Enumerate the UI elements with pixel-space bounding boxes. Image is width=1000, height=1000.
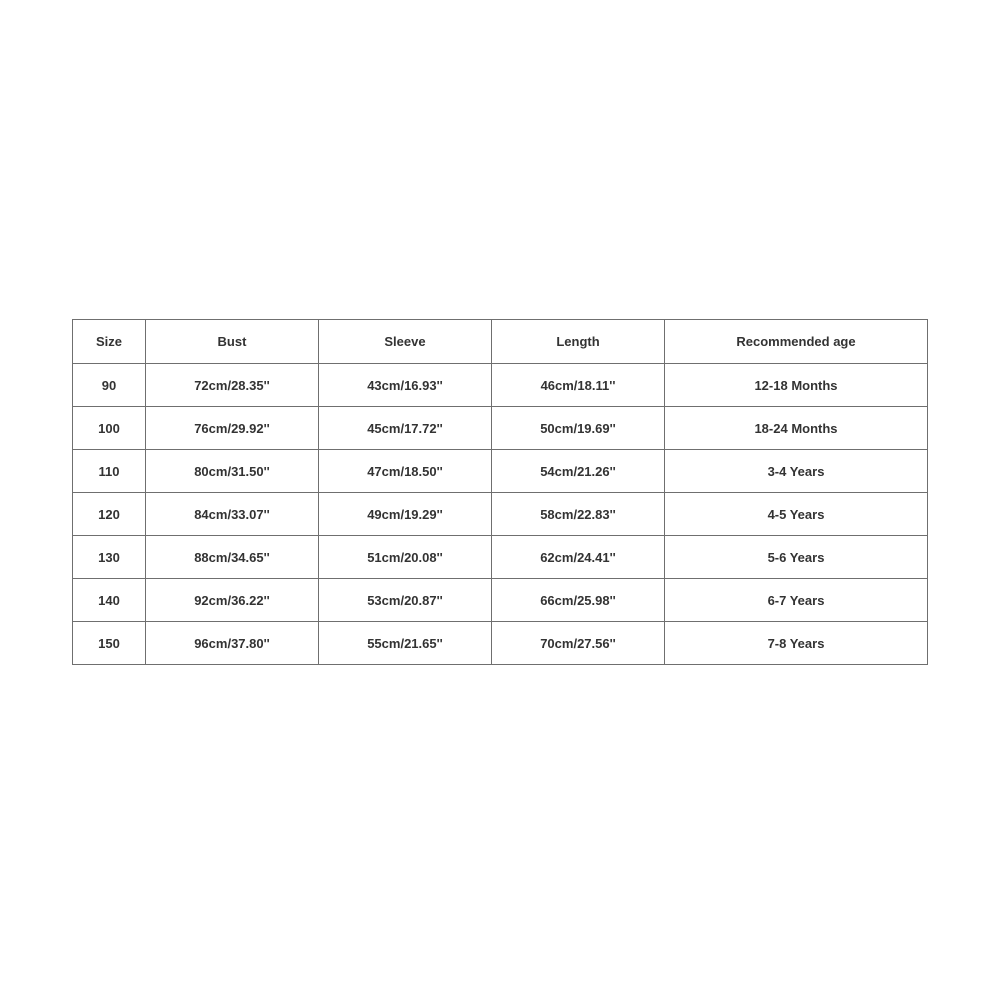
size-chart-table [72, 319, 928, 665]
cell-sleeve: 45cm/17.72'' [319, 407, 492, 450]
cell-sleeve: 53cm/20.87'' [319, 579, 492, 622]
cell-length: 50cm/19.69'' [492, 407, 665, 450]
header-size: Size [73, 320, 146, 364]
table-row [73, 493, 928, 536]
cell-sleeve: 47cm/18.50'' [319, 450, 492, 493]
cell-bust: 88cm/34.65'' [146, 536, 319, 579]
cell-sleeve: 43cm/16.93'' [319, 364, 492, 407]
cell-bust: 92cm/36.22'' [146, 579, 319, 622]
header-sleeve: Sleeve [319, 320, 492, 364]
header-row [73, 320, 928, 364]
cell-bust: 72cm/28.35'' [146, 364, 319, 407]
header-bust: Bust [146, 320, 319, 364]
cell-bust: 84cm/33.07'' [146, 493, 319, 536]
cell-length: 66cm/25.98'' [492, 579, 665, 622]
cell-length: 58cm/22.83'' [492, 493, 665, 536]
cell-bust: 96cm/37.80'' [146, 622, 319, 665]
cell-sleeve: 51cm/20.08'' [319, 536, 492, 579]
cell-recommended-age: 5-6 Years [665, 536, 928, 579]
cell-size: 130 [73, 536, 146, 579]
table-row [73, 450, 928, 493]
header-recommended-age: Recommended age [665, 320, 928, 364]
cell-recommended-age: 18-24 Months [665, 407, 928, 450]
cell-recommended-age: 7-8 Years [665, 622, 928, 665]
table-row [73, 364, 928, 407]
cell-recommended-age: 12-18 Months [665, 364, 928, 407]
cell-sleeve: 55cm/21.65'' [319, 622, 492, 665]
cell-size: 120 [73, 493, 146, 536]
cell-sleeve: 49cm/19.29'' [319, 493, 492, 536]
table-row [73, 407, 928, 450]
table-row [73, 536, 928, 579]
cell-size: 100 [73, 407, 146, 450]
cell-size: 90 [73, 364, 146, 407]
cell-length: 70cm/27.56'' [492, 622, 665, 665]
cell-recommended-age: 3-4 Years [665, 450, 928, 493]
cell-recommended-age: 4-5 Years [665, 493, 928, 536]
cell-length: 62cm/24.41'' [492, 536, 665, 579]
cell-size: 140 [73, 579, 146, 622]
header-length: Length [492, 320, 665, 364]
cell-size: 110 [73, 450, 146, 493]
table-row [73, 579, 928, 622]
cell-recommended-age: 6-7 Years [665, 579, 928, 622]
cell-bust: 80cm/31.50'' [146, 450, 319, 493]
cell-length: 46cm/18.11'' [492, 364, 665, 407]
cell-bust: 76cm/29.92'' [146, 407, 319, 450]
table-row [73, 622, 928, 665]
cell-size: 150 [73, 622, 146, 665]
cell-length: 54cm/21.26'' [492, 450, 665, 493]
